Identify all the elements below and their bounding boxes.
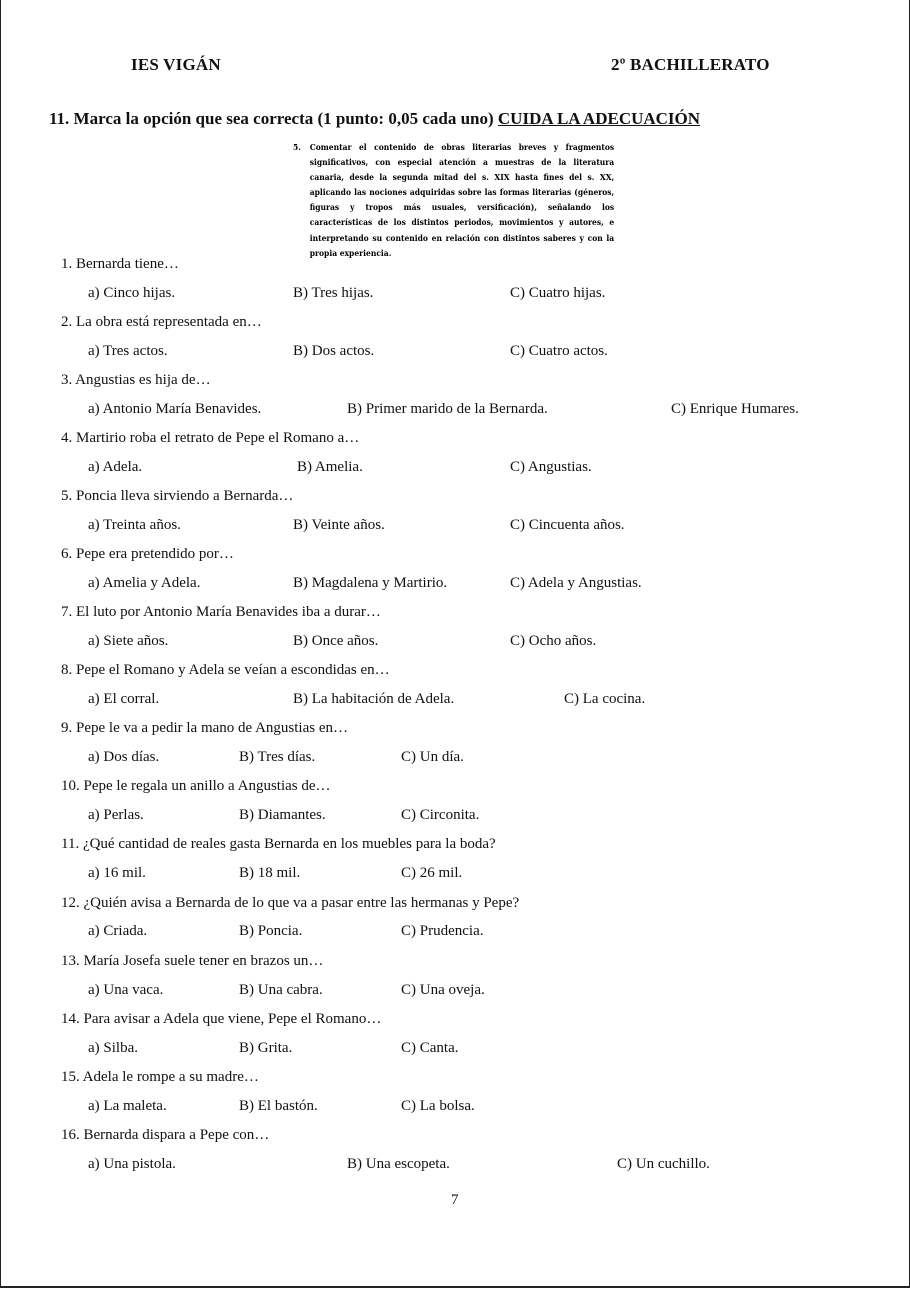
option-12c: C) Prudencia. [401,923,484,939]
option-3c: C) Enrique Humares. [671,401,799,417]
option-7c: C) Ocho años. [510,633,597,649]
option-10c: C) Circonita. [401,807,480,823]
option-15c: C) La bolsa. [401,1098,475,1114]
criteria-number: 5. [293,143,301,153]
question-15: 15. Adela le rompe a su madre… [61,1069,259,1085]
option-1c: C) Cuatro hijas. [510,285,606,301]
option-4a: a) Adela. [88,459,143,475]
question-9: 9. Pepe le va a pedir la mano de Angustias en… [61,720,349,736]
option-10b: B) Diamantes. [239,807,326,823]
option-8a: a) El corral. [88,691,160,707]
option-1b: B) Tres hijas. [293,285,374,301]
question-6: 6. Pepe era pretendido por… [61,546,234,562]
question-7: 7. El luto por Antonio María Benavides iba a durar… [61,604,381,620]
option-12a: a) Criada. [88,923,148,939]
question-8: 8. Pepe el Romano y Adela se veían a escondidas en… [61,662,390,678]
option-14a: a) Silba. [88,1040,138,1056]
question-12: 12. ¿Quién avisa a Bernarda de lo que va a pasar entre las hermanas y Pepe? [61,895,520,911]
option-5b: B) Veinte años. [293,517,385,533]
option-15a: a) La maleta. [88,1098,167,1114]
option-13a: a) Una vaca. [88,982,164,998]
section-title [49,109,700,129]
option-13b: B) Una cabra. [239,982,323,998]
option-2b: B) Dos actos. [293,343,375,359]
option-14b: B) Grita. [239,1040,293,1056]
course-name: 2º BACHILLERATO [611,55,770,74]
option-9a: a) Dos días. [88,749,160,765]
option-15b: B) El bastón. [239,1098,318,1114]
option-3a: a) Antonio María Benavides. [88,401,262,417]
option-6a: a) Amelia y Adela. [88,575,201,591]
option-16a: a) Una pistola. [88,1156,176,1172]
question-1: 1. Bernarda tiene… [61,256,179,272]
criteria-text: Comentar el contenido de obras literarias breves y fragmentos significativos, con especial atención a muestras de la literatura canaria, desde la segunda mitad del s. XIX hasta fines del s. XX, aplicando las nociones adquiridas sobre las formas literarias (géneros, figuras y tropos más usuales, versificación), señalando los características de los distintos periodos, movimientos y autores, e interpretando su contenido en relación con distintos saberes y con la propia experiencia. [309,143,615,259]
option-11c: C) 26 mil. [401,865,463,881]
option-1a: a) Cinco hijas. [88,285,176,301]
section-title-underlined: CUIDA LA ADECUACIÓN [497,109,701,128]
question-14: 14. Para avisar a Adela que viene, Pepe el Romano… [61,1011,382,1027]
option-7b: B) Once años. [293,633,379,649]
section-title-text: 11. Marca la opción que sea correcta (1 punto: 0,05 cada uno) [49,109,498,128]
option-11a: a) 16 mil. [88,865,146,881]
option-12b: B) Poncia. [239,923,303,939]
school-name: IES VIGÁN [131,55,221,74]
question-2: 2. La obra está representada en… [61,314,262,330]
option-4c: C) Angustias. [510,459,592,475]
evaluation-criteria [293,141,614,262]
option-2c: C) Cuatro actos. [510,343,608,359]
option-5a: a) Treinta años. [88,517,181,533]
option-7a: a) Siete años. [88,633,169,649]
question-4: 4. Martirio roba el retrato de Pepe el Romano a… [61,430,360,446]
question-10: 10. Pepe le regala un anillo a Angustias de… [61,778,331,794]
option-16b: B) Una escopeta. [347,1156,450,1172]
page-number: 7 [451,1192,459,1208]
option-6b: B) Magdalena y Martirio. [293,575,448,591]
option-5c: C) Cincuenta años. [510,517,625,533]
option-8c: C) La cocina. [564,691,646,707]
option-4b: B) Amelia. [297,459,363,475]
option-6c: C) Adela y Angustias. [510,575,642,591]
option-3b: B) Primer marido de la Bernarda. [347,401,548,417]
option-2a: a) Tres actos. [88,343,168,359]
option-8b: B) La habitación de Adela. [293,691,455,707]
option-9b: B) Tres días. [239,749,316,765]
question-11: 11. ¿Qué cantidad de reales gasta Bernarda en los muebles para la boda? [61,836,496,852]
option-16c: C) Un cuchillo. [617,1156,710,1172]
option-9c: C) Un día. [401,749,464,765]
option-10a: a) Perlas. [88,807,144,823]
question-16: 16. Bernarda dispara a Pepe con… [61,1127,270,1143]
question-5: 5. Poncia lleva sirviendo a Bernarda… [61,488,294,504]
option-11b: B) 18 mil. [239,865,301,881]
question-13: 13. María Josefa suele tener en brazos un… [61,953,324,969]
option-13c: C) Una oveja. [401,982,485,998]
question-3: 3. Angustias es hija de… [61,372,211,388]
option-14c: C) Canta. [401,1040,459,1056]
